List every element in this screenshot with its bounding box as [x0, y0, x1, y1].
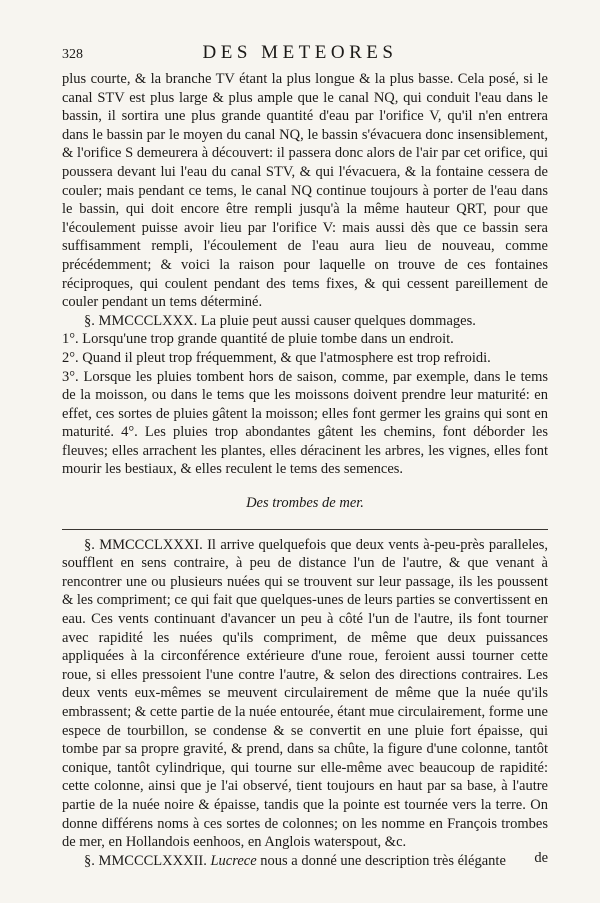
paragraph-lucrece: [62, 852, 548, 871]
rain-item-1: 1°. Lorsqu'une trop grande quantité de pluie tombe dans un endroit.: [62, 331, 454, 348]
paragraph-number: §. MMCCCLXXXII.: [84, 852, 207, 869]
paragraph-text: nous a donné une description très élégante: [260, 852, 506, 869]
rain-item-2: 2°. Quand il pleut trop fréquemment, & que l'atmosphere est trop refroidi.: [62, 349, 491, 366]
page-number: 328: [62, 47, 83, 62]
page-header: [62, 40, 538, 70]
running-title: DES METEORES: [202, 42, 398, 63]
catchword: de: [534, 850, 548, 866]
rain-item-3: 3°. Lorsque les pluies tombent hors de saison, comme, par exemple, dans le tems de la moisson, ou dans le tems que les moissons doivent prendre leur maturité: en effet, ces sortes de pluies gâtent la moisson; elles font germer les grains qui sont en maturité. 4°. Les pluies trop abondantes gâtent les chemins, font déborder les fleuves; elles arrachent les plantes, elles déracinent les arbres, les vignes, elles font mourir les bestiaux, & elles reculent le tems des semences.: [62, 368, 548, 478]
section-rule: [62, 529, 548, 530]
paragraph-rain-lead: §. MMCCCLXXX. La pluie peut aussi causer quelques dommages.: [84, 312, 476, 329]
paragraph-fountain: plus courte, & la branche TV étant la plus longue & la plus basse. Cela posé, si le canal STV est plus large & plus ample que le canal NQ, qui conduit l'eau dans le bassin, il sortira une plus grande quantité d'eau par l'orifice V, qu'il n'en entrera dans le bassin par le moyen du canal NQ, le bassin s'évacuera donc insensiblement, & l'orifice S demeurera à découvert: il passera donc alors de l'air par cet orifice, qui poussera devant lui l'eau du canal STV, & qui l'évacuera, & la fontaine cessera de couler; mais pendant ce tems, le canal NQ continue toujours à porter de l'eau dans le bassin, qui doit encore être rempli jusqu'à la même hauteur QRT, pour que l'écoulement puisse avoir lieu par l'orifice V: mais aussi dès que ce bassin sera suffisamment rempli, l'écoulement de l'eau aura lieu de nouveau, comme précédemment; & voici la raison pour laquelle on trouve de ces fontaines réciproques, qui coulent pendant des tems fixes, & qui cessent pareillement de couler pendant un tems déterminé.: [62, 71, 548, 311]
page-body: [62, 70, 548, 870]
section-heading: Des trombes de mer.: [246, 495, 364, 512]
author-name: Lucrece: [210, 852, 257, 869]
paragraph-waterspouts: §. MMCCCLXXXI. Il arrive quelquefois que deux vents à-peu-près paralleles, soufflent en sens contraire, à peu de distance l'un de l'autre, & que venant à rencontrer une ou plusieurs nuées qui se trouvent sur leur passage, ils les poussent & les compriment; ce qui fait que quelques-unes de leurs parties se convertissent en eau. Ces vents continuant d'avancer un peu à côté l'un de l'autre, ils font tourner avec rapidité les nuées qu'ils compriment, de même que deux puissances appliquées à la circonférence extérieure d'une roue, feroient aussi tourner cette roue, si elles pressoient l'une contre l'autre, & selon des directions contraires. Les deux vents eux-mêmes se meuvent circulairement de même que la nuée qu'ils embrassent; & cette partie de la nuée entourée, étant mue circulairement, forme une espece de tourbillon, se condense & se convertit en une pluie fort épaisse, qui tombe par sa propre gravité, & prend, dans sa chûte, la figure d'une colonne, tantôt conique, tantôt cylindrique, qui tourne sur elle-même avec beaucoup de rapidité: cette colonne, ainsi que je l'ai observé, tient toujours en haut par sa base, à l'autre partie de la nuée noire & épaisse, tandis que la pointe est tournée vers la terre. On donne différens noms à ces sortes de colonnes; on les nomme en François trombes de mer, en Hollandois eenhoos, en Anglois waterspout, &c.: [62, 536, 549, 851]
